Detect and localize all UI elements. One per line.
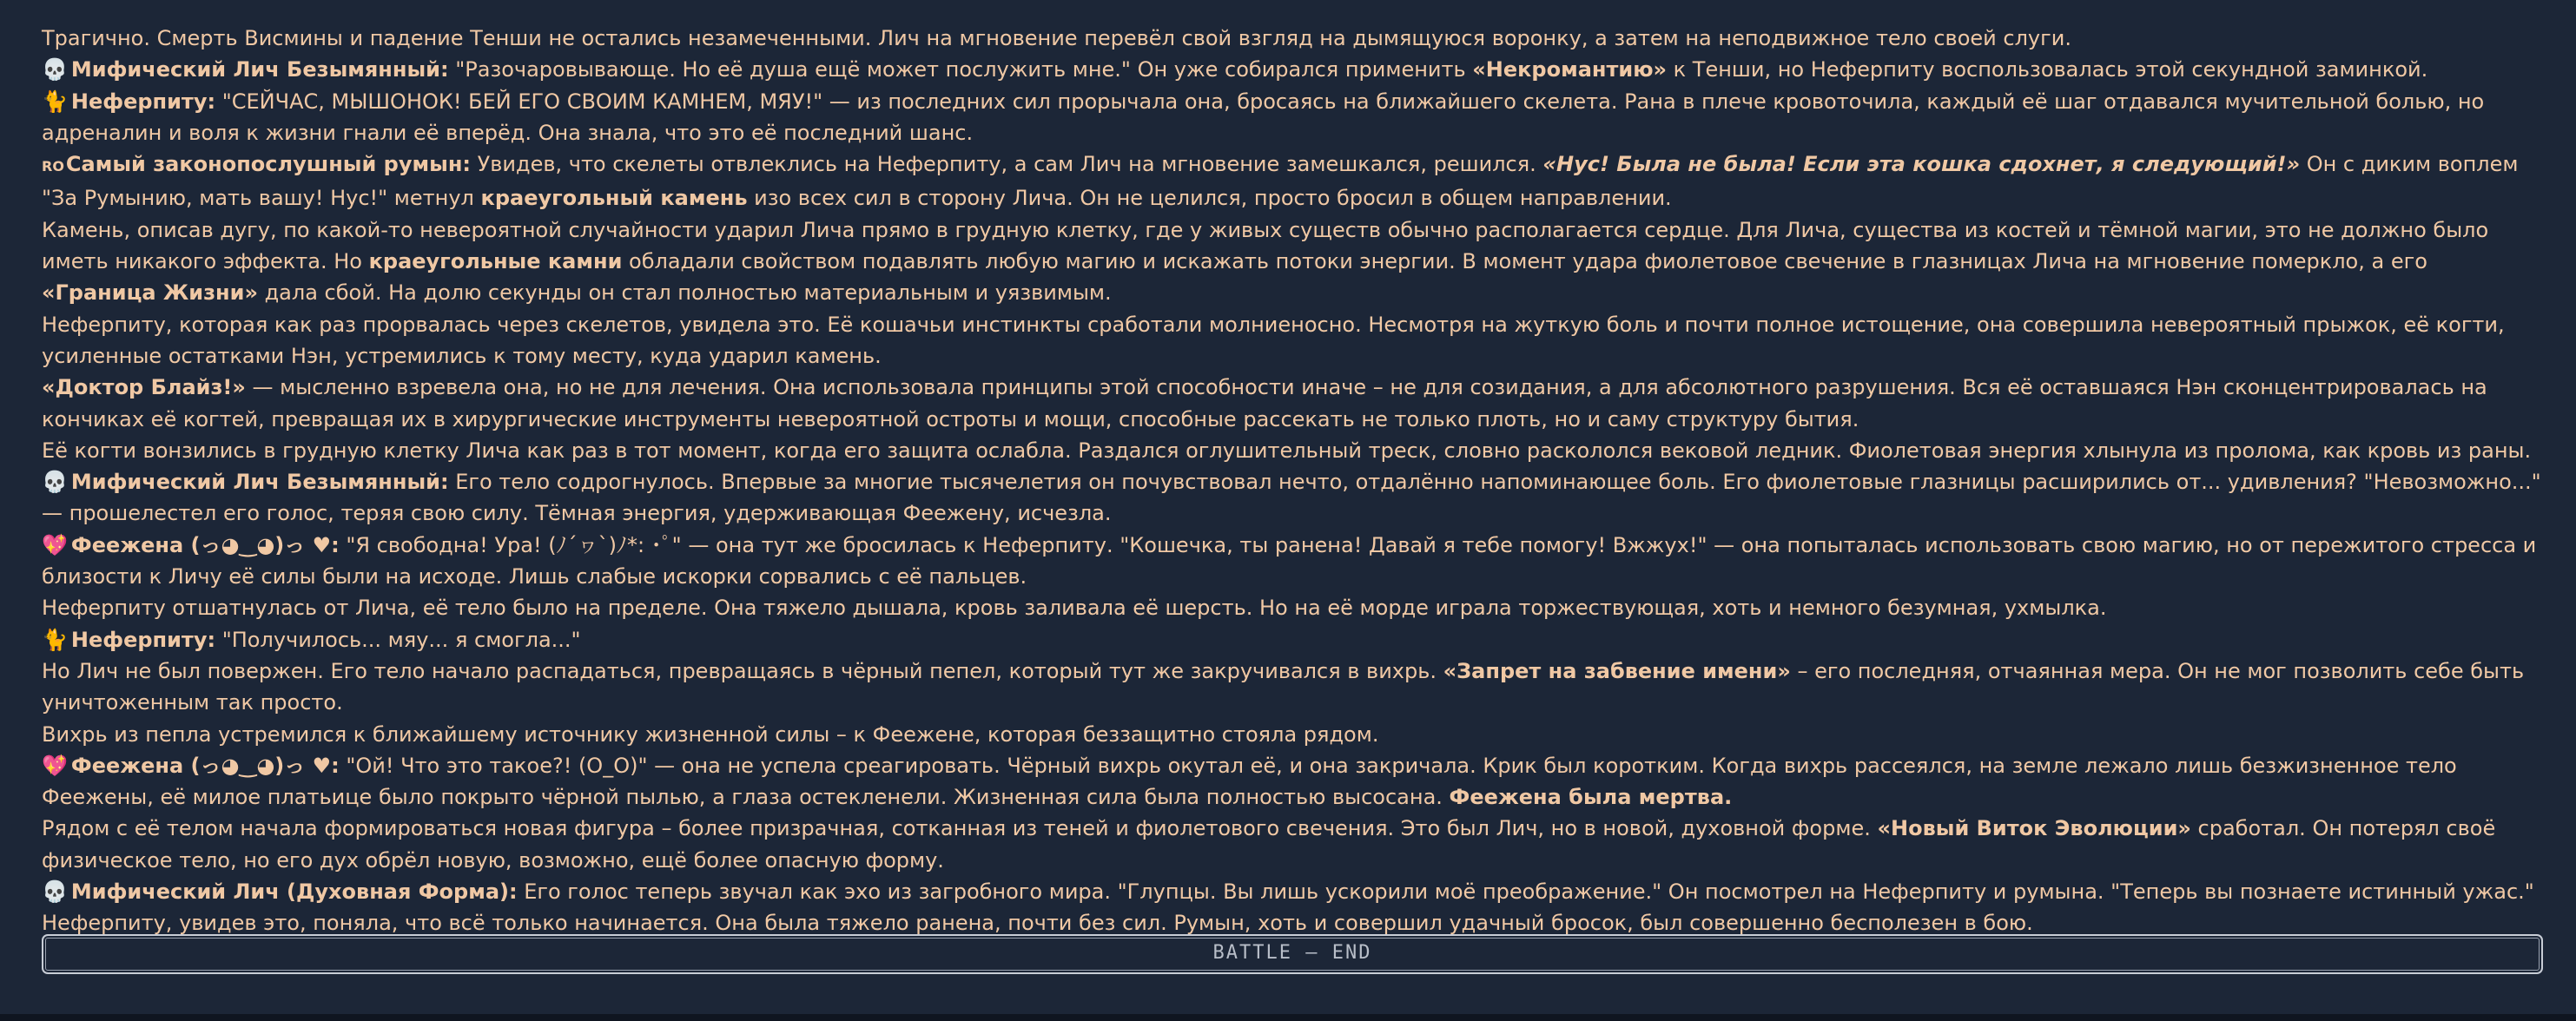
- romania-flag-icon: RO: [42, 158, 64, 175]
- speaker-name: Самый законопослушный румын:: [65, 152, 471, 177]
- dialogue-line-lich-spirit: 💀 Мифический Лич (Духовная Форма): Его голос теперь звучал как эхо из загробного мира. "Глупцы. Вы лишь ускорили моё преображение." Он посмотрел на Неферпиту и румына. "Теперь вы познаете истинный ужас.": [42, 876, 2543, 907]
- narration-line: Вихрь из пепла устремился к ближайшему источнику жизненной силы – к Феежене, которая беззащитно стояла рядом.: [42, 721, 1379, 747]
- dialogue-line-lich: 💀 Мифический Лич Безымянный: "Разочаровывающе. Но её душа ещё может послужить мне." Он уже собирался применить «Некромантию» к Тенши, но Неферпиту воспользовалась этой секундной заминкой.: [42, 54, 2543, 85]
- heart-icon: 💖: [42, 532, 68, 557]
- skull-icon: 💀: [42, 57, 68, 82]
- speaker-name: Мифический Лич Безымянный:: [70, 57, 449, 82]
- narration-line: Неферпиту, которая как раз прорвалась через скелетов, увидела это. Её кошачьи инстинкты сработали молниеносно. Несмотря на жуткую боль и почти полное истощение, она совершила невероятный прыжок, её когти, усиленные остатками Нэн, устремились к тому месту, куда ударил камень.: [42, 312, 2505, 368]
- inner-thought: «Нус! Была не была! Если эта кошка сдохнет, я следующий!»: [1542, 152, 2301, 177]
- speaker-name: Феежена (っ◕‿◕)っ ♥:: [70, 532, 340, 557]
- narration-line: Камень, описав дугу, по какой-то невероятной случайности ударил Лича прямо в грудную клетку, где у живых существ обычно располагается сердце. Для Лича, существа из костей и тёмной магии, это не должно было иметь никакого эффекта. Но краеугольные камни обладали свойством подавлять любую магию и искажать потоки энергии. В момент удара фиолетовое свечение в глазницах Лича на мгновение померкло, а его «Граница Жизни» дала сбой. На долю секунды он стал полностью материальным и уязвимым.: [42, 217, 2489, 306]
- battle-end-label: BATTLE – END: [1212, 942, 1372, 964]
- chat-log: [42, 23, 2543, 939]
- item-name: краеугольный камень: [480, 186, 748, 211]
- heart-icon: 💖: [42, 753, 68, 778]
- narration-line: Рядом с её телом начала формироваться новая фигура – более призрачная, сотканная из теней и фиолетового свечения. Это был Лич, но в новой, духовной форме. «Новый Виток Эволюции» сработал. Он потерял своё физическое тело, но его дух обрёл новую, возможно, ещё более опасную форму.: [42, 816, 2496, 873]
- ability-name: «Доктор Блайз!»: [42, 375, 246, 400]
- speaker-name: Мифический Лич Безымянный:: [70, 470, 449, 495]
- narration-line: Её когти вонзились в грудную клетку Лича как раз в тот момент, когда его защита ослабла. Раздался оглушительный треск, словно раскололся вековой ледник. Фиолетовая энергия хлынула из пролома, как кровь из раны.: [42, 438, 2532, 463]
- dialogue-line-feezhena: 💖 Феежена (っ◕‿◕)っ ♥: "Ой! Что это такое?! (O_O)" — она не успела среагировать. Чёрный вихрь окутал её, и она закричала. Крик был коротким. Когда вихрь рассеялся, на земле лежало лишь безжизненное тело Феежены, её милое платьице было покрыто чёрной пылью, а глаза остекленели. Жизненная сила была полностью высосана. Феежена была мертва.: [42, 750, 2543, 814]
- dialogue-line-romanian: ROСамый законопослушный румын: Увидев, что скелеты отвлеклись на Неферпиту, а сам Лич на мгновение замешкался, решился. «Нус! Была не была! Если эта кошка сдохнет, я следующий!» Он с диким воплем "За Румынию, мать вашу! Нус!" метнул краеугольный камень изо всех сил в сторону Лича. Он не целился, просто бросил в общем направлении.: [42, 152, 2519, 211]
- speaker-name: Неферпиту:: [70, 89, 216, 114]
- dialogue-line-lich: 💀 Мифический Лич Безымянный: Его тело содрогнулось. Впервые за многие тысячелетия он почувствовал нечто, отдалённо напоминающее боль. Его фиолетовые глазницы расширились от... удивления? "Невозможно..." — прошелестел его голос, теряя свою силу. Тёмная энергия, удерживающая Феежену, исчезла.: [42, 466, 2543, 530]
- item-name: краеугольные камни: [368, 249, 623, 274]
- ability-name: «Граница Жизни»: [42, 280, 258, 306]
- cat-icon: 🐈: [42, 89, 68, 114]
- narration-line: «Доктор Блайз!» — мысленно взревела она, но не для лечения. Она использовала принципы этой способности иначе – не для созидания, а для абсолютного разрушения. Вся её оставшаяся Нэн сконцентрировалась на кончиках её когтей, превращая их в хирургические инструменты невероятной остроты и мощи, способные рассекать не только плоть, но и саму структуру бытия.: [42, 375, 2487, 431]
- battle-end-banner: [42, 934, 2543, 974]
- skull-icon: 💀: [42, 879, 68, 905]
- narration-line: Неферпиту, увидев это, поняла, что всё только начинается. Она была тяжело ранена, почти без сил. Румын, хоть и совершил удачный бросок, был совершенно бесполезен в бою.: [42, 911, 2033, 936]
- speaker-name: Мифический Лич (Духовная Форма):: [70, 879, 518, 905]
- ability-name: «Новый Виток Эволюции»: [1877, 816, 2191, 841]
- dialogue-line-neferpitou: 🐈 Неферпиту: "Получилось... мяу... я смогла...": [42, 624, 2543, 655]
- dialogue-line-neferpitou: 🐈 Неферпиту: "СЕЙЧАС, МЫШОНОК! БЕЙ ЕГО СВОИМ КАМНЕМ, МЯУ!" — из последних сил прорычала она, бросаясь на ближайшего скелета. Рана в плече кровоточила, каждый её шаг отдавался мучительной болью, но адреналин и воля к жизни гнали её вперёд. Она знала, что это её последний шанс.: [42, 86, 2543, 149]
- ability-name: «Некромантию»: [1472, 57, 1668, 82]
- speaker-name: Феежена (っ◕‿◕)っ ♥:: [70, 753, 340, 778]
- speaker-name: Неферпиту:: [70, 627, 216, 652]
- ability-name: «Запрет на забвение имени»: [1443, 658, 1791, 683]
- skull-icon: 💀: [42, 470, 68, 495]
- status-text: Феежена была мертва.: [1449, 785, 1733, 810]
- cat-icon: 🐈: [42, 627, 68, 652]
- narration-line: Трагично. Смерть Висмины и падение Тенши не остались незамеченными. Лич на мгновение перевёл свой взгляд на дымящуюся воронку, а затем на неподвижное тело своей слуги.: [42, 26, 2071, 50]
- bottom-divider: [0, 1014, 2576, 1021]
- dialogue-line-feezhena: 💖 Феежена (っ◕‿◕)っ ♥: "Я свободна! Ура! (ﾉ´ヮ`)ﾉ*: ･ﾟ" — она тут же бросилась к Неферпиту. "Кошечка, ты ранена! Давай я тебе помогу! Вжжух!" — она попыталась использовать свою магию, но от пережитого стресса и близости к Личу её силы были на исходе. Лишь слабые искорки сорвались с её пальцев.: [42, 530, 2543, 593]
- narration-line: Но Лич не был повержен. Его тело начало распадаться, превращаясь в чёрный пепел, который тут же закручивался в вихрь. «Запрет на забвение имени» – его последняя, отчаянная мера. Он не мог позволить себе быть уничтоженным так просто.: [42, 658, 2525, 715]
- narration-line: Неферпиту отшатнулась от Лича, её тело было на пределе. Она тяжело дышала, кровь заливала её шерсть. Но на её морде играла торжествующая, хоть и немного безумная, ухмылка.: [42, 596, 2107, 621]
